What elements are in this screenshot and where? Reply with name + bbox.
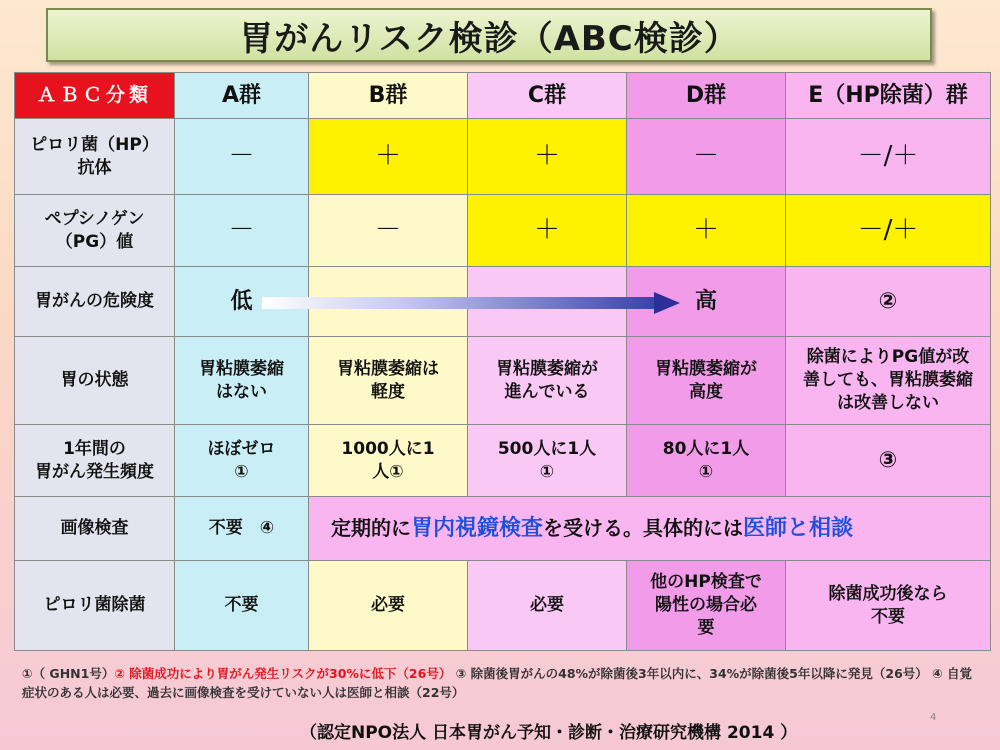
risk-c-cell [468, 267, 627, 337]
footnotes: ①（ GHN1号）② 除菌成功により胃がん発生リスクが30%に低下（26号） ③ 除菌後胃がんの48%が除菌後3年以内に、34%が除菌後5年以降に発見（26号） ④ 自覚症状のある人は必要、過去に画像検査を受けていない人は医師と相談（22号） [22, 666, 973, 700]
hp-d-value: － [627, 119, 786, 195]
imaging-a: 不要 ④ [175, 497, 309, 561]
erad-d: 他のHP検査で 陽性の場合必 要 [627, 561, 786, 651]
imaging-merged-note: 定期的に胃内視鏡検査を受ける。具体的には医師と相談 [309, 497, 991, 561]
group-e-header: E（HP除菌）群 [786, 73, 991, 119]
eradication-row [15, 561, 991, 651]
source-citation: （認定NPO法人 日本胃がん予知・診断・治療研究機構 2014 ） [300, 723, 798, 743]
pg-d-value: ＋ [627, 195, 786, 267]
stomach-state-row [15, 337, 991, 425]
hp-e-value: －/＋ [786, 119, 991, 195]
freq-d: 80人に1人 ① [627, 425, 786, 497]
erad-c: 必要 [468, 561, 627, 651]
cancer-frequency-row [15, 425, 991, 497]
freq-c: 500人に1人 ① [468, 425, 627, 497]
state-e: 除菌によりPG値が改 善しても、胃粘膜萎縮 は改善しない [786, 337, 991, 425]
state-c: 胃粘膜萎縮が 進んでいる [468, 337, 627, 425]
risk-label: 胃がんの危険度 [15, 267, 175, 337]
risk-row [15, 267, 991, 337]
pg-e-value: －/＋ [786, 195, 991, 267]
endoscopy-highlight: 胃内視鏡検査 [411, 515, 544, 541]
hp-antibody-row [15, 119, 991, 195]
state-a: 胃粘膜萎縮 はない [175, 337, 309, 425]
risk-b-cell [309, 267, 468, 337]
imaging-row [15, 497, 991, 561]
frequency-label: 1年間の 胃がん発生頻度 [15, 425, 175, 497]
pepsinogen-label: ペプシノゲン （PG）値 [15, 195, 175, 267]
pg-c-value: ＋ [468, 195, 627, 267]
pg-b-value: － [309, 195, 468, 267]
pepsinogen-row [15, 195, 991, 267]
hp-a-value: － [175, 119, 309, 195]
abc-classification-table [14, 72, 991, 651]
table-header-row [15, 73, 991, 119]
freq-b: 1000人に1 人① [309, 425, 468, 497]
risk-high: 高 [627, 267, 786, 337]
risk-e-value: ② [786, 267, 991, 337]
erad-e: 除菌成功後なら 不要 [786, 561, 991, 651]
group-b-header: B群 [309, 73, 468, 119]
abc-classification-header: ＡＢＣ分類 [15, 73, 175, 119]
page-title: 胃がんリスク検診（ABC検診） [239, 18, 739, 59]
state-b: 胃粘膜萎縮は 軽度 [309, 337, 468, 425]
stomach-state-label: 胃の状態 [15, 337, 175, 425]
group-c-header: C群 [468, 73, 627, 119]
group-a-header: A群 [175, 73, 309, 119]
title-banner [46, 8, 932, 62]
eradication-label: ピロリ菌除菌 [15, 561, 175, 651]
group-d-header: D群 [627, 73, 786, 119]
erad-a: 不要 [175, 561, 309, 651]
imaging-label: 画像検査 [15, 497, 175, 561]
freq-e: ③ [786, 425, 991, 497]
state-d: 胃粘膜萎縮が 高度 [627, 337, 786, 425]
hp-b-value: ＋ [309, 119, 468, 195]
page-number: 4 [930, 712, 937, 723]
risk-low: 低 [175, 267, 309, 337]
consult-doctor-highlight: 医師と相談 [743, 515, 854, 541]
hp-antibody-label: ピロリ菌（HP） 抗体 [15, 119, 175, 195]
freq-a: ほぼゼロ ① [175, 425, 309, 497]
erad-b: 必要 [309, 561, 468, 651]
pg-a-value: － [175, 195, 309, 267]
hp-c-value: ＋ [468, 119, 627, 195]
